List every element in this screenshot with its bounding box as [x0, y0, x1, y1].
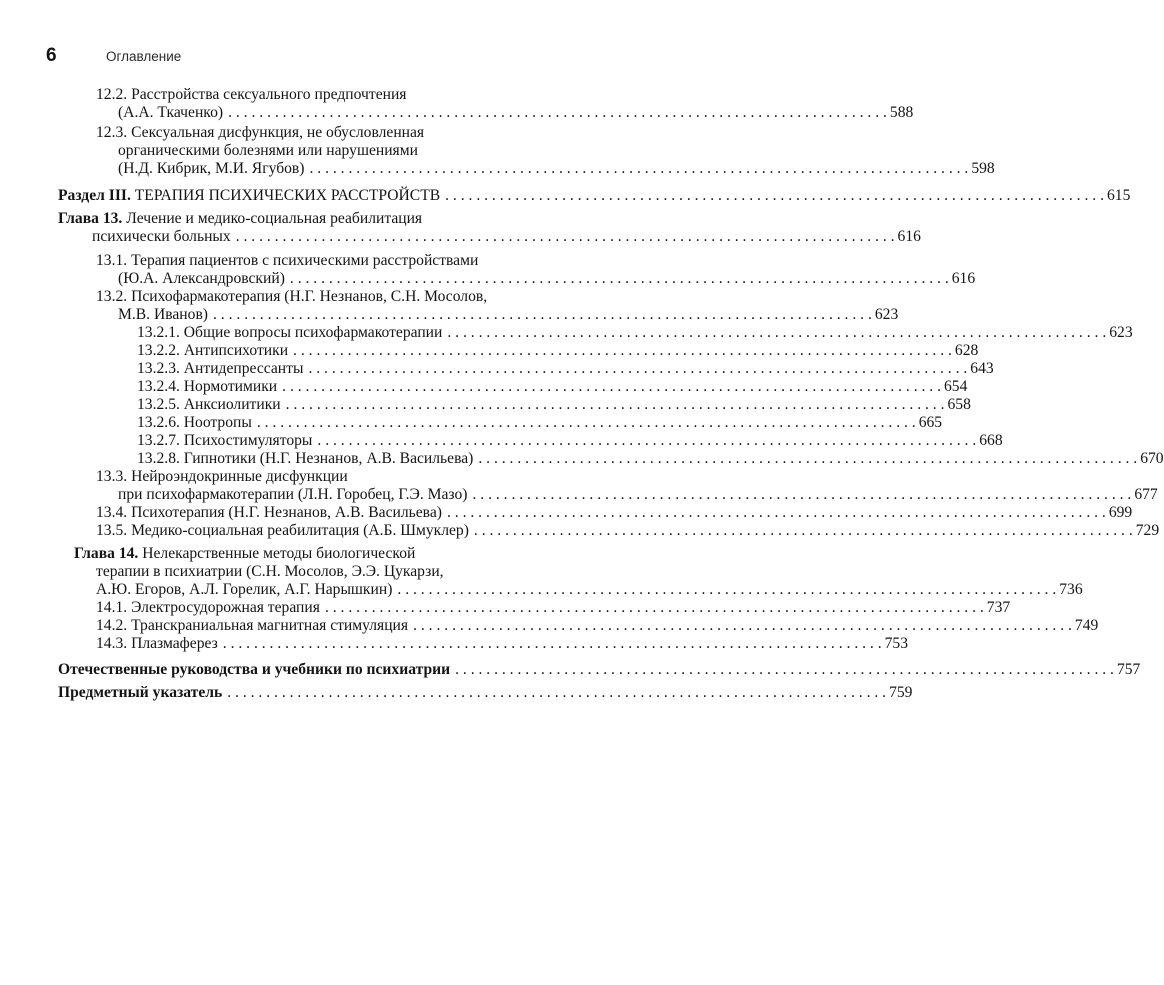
- toc-page-number: 615: [1106, 187, 1131, 204]
- toc-section-title: ТЕРАПИЯ ПСИХИЧЕСКИХ РАССТРОЙСТВ: [130, 187, 441, 204]
- toc-entry-title: 13.1. Терапия пациентов с психическими расстройствами: [96, 252, 479, 269]
- toc-entry[interactable]: [58, 324, 1133, 342]
- dot-leader: [474, 522, 1133, 540]
- toc-page-number: 665: [918, 414, 943, 431]
- toc-final-entry[interactable]: [58, 661, 1141, 679]
- toc-page-number: 668: [979, 432, 1003, 449]
- dot-leader: [478, 450, 1137, 468]
- dot-leader: [317, 432, 976, 450]
- toc-final-entry[interactable]: [58, 684, 913, 702]
- toc-entry-title: 13.4. Психотерапия (Н.Г. Незнанов, А.В. Васильева): [96, 504, 442, 521]
- dot-leader: [308, 360, 967, 378]
- toc-entry-title: 13.2. Психофармакотерапия (Н.Г. Незнанов, С.Н. Мосолов,: [96, 288, 488, 305]
- toc-entry-title: 13.2.7. Психостимуляторы: [137, 432, 313, 449]
- toc-entry-title: 14.1. Электросудорожная терапия: [96, 599, 320, 616]
- toc-entry[interactable]: [58, 414, 943, 432]
- toc-entry-title: 13.2.3. Антидепрессанты: [137, 360, 304, 377]
- toc-entry[interactable]: [58, 468, 1158, 504]
- dot-leader: [447, 324, 1106, 342]
- toc-page-number: 654: [944, 378, 968, 395]
- toc-page-number: 736: [1059, 581, 1083, 598]
- toc-entry-author: (Ю.А. Александровский): [118, 270, 285, 287]
- toc-chapter[interactable]: [58, 210, 921, 246]
- toc-entry[interactable]: [58, 432, 1003, 450]
- toc-page-number: 616: [897, 228, 921, 245]
- toc-entry[interactable]: [58, 378, 968, 396]
- toc-entry[interactable]: [58, 396, 971, 414]
- toc-entry-title: 14.2. Транскраниальная магнитная стимуляция: [96, 617, 409, 634]
- dot-leader: [472, 486, 1131, 504]
- toc-page-number: 628: [954, 342, 979, 359]
- toc-entry[interactable]: [58, 450, 1164, 468]
- toc-entry-title: 12.3. Сексуальная дисфункция, не обусловленная: [96, 124, 425, 141]
- toc-entry[interactable]: [58, 124, 995, 178]
- toc-page-number: 753: [884, 635, 908, 652]
- dot-leader: [455, 661, 1114, 679]
- toc-entry[interactable]: [58, 252, 976, 288]
- toc-page-number: 759: [889, 684, 913, 701]
- dot-leader: [223, 635, 882, 653]
- toc-entry-title: 13.2.1. Общие вопросы психофармакотерапии: [137, 324, 443, 341]
- dot-leader: [290, 270, 949, 288]
- toc-chapter-title: Лечение и медико-социальная реабилитация: [122, 210, 423, 227]
- dot-leader: [413, 617, 1072, 635]
- toc-chapter-label: Глава 14.: [74, 545, 139, 562]
- toc-entry-author: (А.А. Ткаченко): [118, 104, 224, 121]
- toc-section-label: Раздел III.: [58, 187, 131, 204]
- running-title: Оглавление: [106, 49, 182, 64]
- toc-page-number: 588: [889, 104, 914, 121]
- toc-page-number: 623: [874, 306, 899, 323]
- toc-entry-title: 13.2.6. Ноотропы: [137, 414, 252, 431]
- toc-page-number: 699: [1108, 504, 1133, 521]
- toc-entry-title: 13.5. Медико-социальная реабилитация (А.Б. Шмуклер): [96, 522, 469, 539]
- dot-leader: [213, 306, 872, 324]
- table-of-contents: [58, 86, 1164, 702]
- toc-chapter-authors: А.Ю. Егоров, А.Л. Горелик, А.Г. Нарышкин): [96, 581, 393, 598]
- dot-leader: [236, 228, 895, 246]
- toc-chapter-label: Глава 13.: [58, 210, 123, 227]
- toc-page-number: 677: [1134, 486, 1158, 503]
- dot-leader: [282, 378, 941, 396]
- dot-leader: [257, 414, 916, 432]
- toc-entry-author: (Н.Д. Кибрик, М.И. Ягубов): [118, 160, 305, 177]
- toc-entry[interactable]: [58, 635, 908, 653]
- toc-page-number: 729: [1135, 522, 1160, 539]
- toc-entry[interactable]: [58, 504, 1133, 522]
- toc-entry[interactable]: [58, 599, 1011, 617]
- dot-leader: [227, 684, 886, 702]
- toc-entry-title: Отечественные руководства и учебники по психиатрии: [58, 661, 451, 678]
- toc-entry-title: 13.3. Нейроэндокринные дисфункции: [96, 468, 348, 485]
- toc-page-number: 643: [970, 360, 994, 377]
- toc-entry[interactable]: [58, 86, 914, 122]
- toc-entry[interactable]: [58, 342, 979, 360]
- page-number: 6: [46, 45, 57, 66]
- toc-page-number: 658: [947, 396, 971, 413]
- toc-entry-title: 13.2.4. Нормотимики: [137, 378, 278, 395]
- toc-page-number: 623: [1109, 324, 1133, 341]
- toc-entry-title: 13.2.8. Гипнотики (Н.Г. Незнанов, А.В. Васильева): [137, 450, 474, 467]
- toc-entry-author: М.В. Иванов): [118, 306, 208, 323]
- toc-page-number: 598: [971, 160, 995, 177]
- toc-chapter-title: Нелекарственные методы биологической: [138, 545, 416, 562]
- toc-section[interactable]: [58, 187, 1131, 205]
- dot-leader: [293, 342, 952, 360]
- toc-entry[interactable]: [58, 522, 1160, 540]
- toc-page-number: 616: [951, 270, 976, 287]
- toc-entry-title: 12.2. Расстройства сексуального предпочтения: [96, 86, 407, 103]
- dot-leader: [447, 504, 1106, 522]
- toc-entry[interactable]: [58, 360, 994, 378]
- dot-leader: [309, 160, 968, 178]
- dot-leader: [325, 599, 984, 617]
- toc-page-number: 757: [1116, 661, 1141, 678]
- toc-entry-title: 13.2.2. Антипсихотики: [137, 342, 289, 359]
- toc-chapter-title-cont: терапии в психиатрии (С.Н. Мосолов, Э.Э. Цукарзи,: [96, 563, 444, 580]
- dot-leader: [228, 104, 887, 122]
- toc-page-number: 737: [986, 599, 1011, 616]
- dot-leader: [397, 581, 1056, 599]
- toc-page-number: 670: [1140, 450, 1164, 467]
- dot-leader: [445, 187, 1104, 205]
- toc-chapter-title-cont: психически больных: [92, 228, 231, 245]
- toc-entry[interactable]: [58, 617, 1099, 635]
- dot-leader: [286, 396, 945, 414]
- toc-entry[interactable]: [58, 288, 899, 324]
- toc-entry-title: 14.3. Плазмаферез: [96, 635, 218, 652]
- toc-entry-title: 13.2.5. Анксиолитики: [137, 396, 281, 413]
- toc-chapter[interactable]: [58, 545, 1083, 599]
- toc-entry-title-cont: при психофармакотерапии (Л.Н. Горобец, Г.Э. Мазо): [118, 486, 468, 503]
- toc-page-number: 749: [1074, 617, 1099, 634]
- toc-entry-title: Предметный указатель: [58, 684, 223, 701]
- toc-entry-title-cont: органическими болезнями или нарушениями: [118, 142, 418, 159]
